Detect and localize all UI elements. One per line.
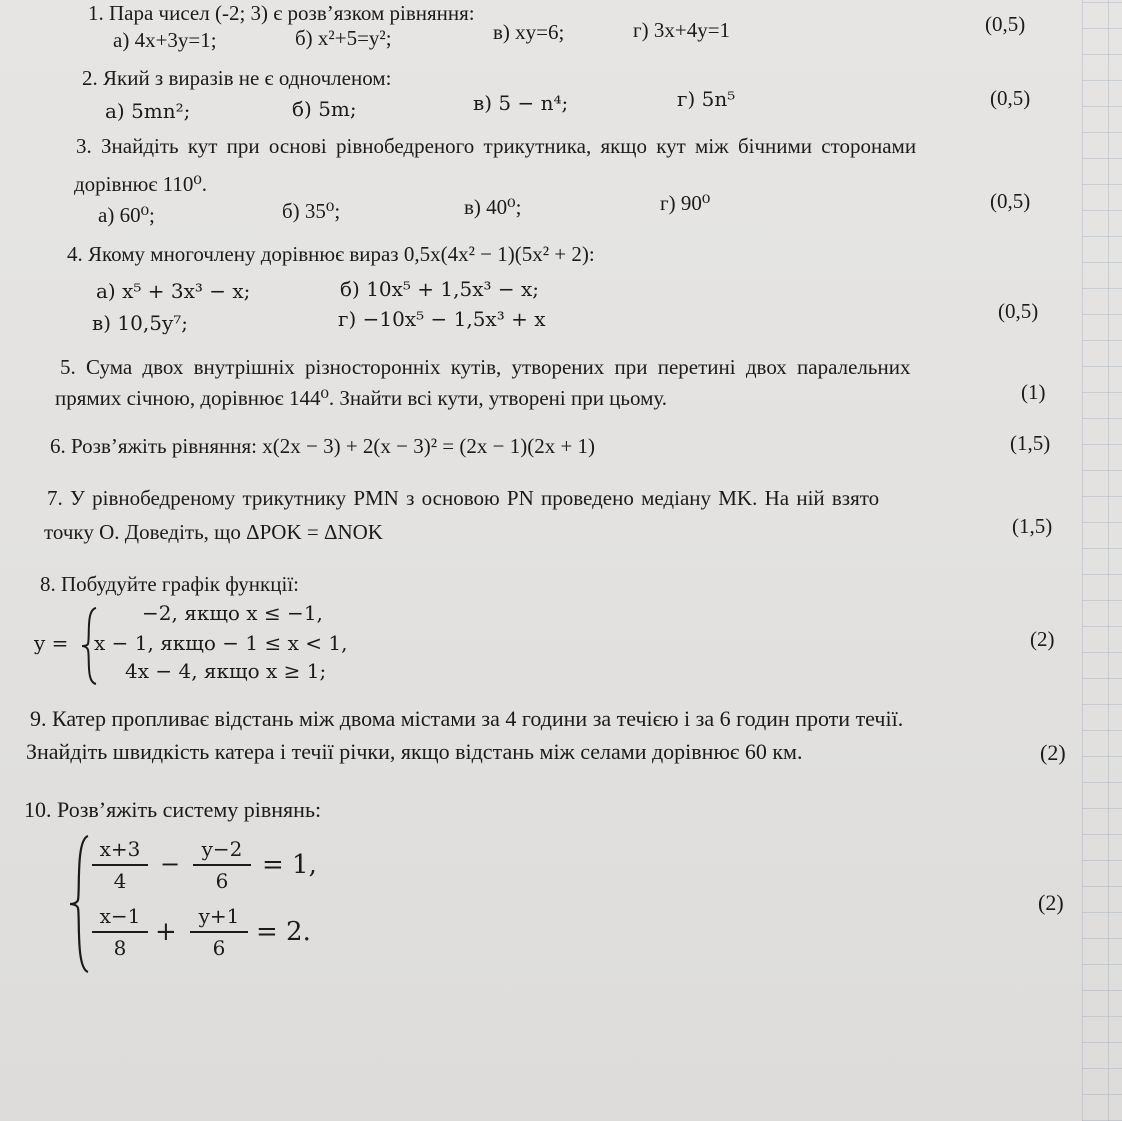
- question-7-line-1: 7. У рівнобедреному трикутнику PMN з основою PN проведено медіану MK. На ній взято: [47, 486, 880, 510]
- q4-option-c: в) 10,5y⁷;: [92, 311, 189, 335]
- q4-option-d: г) −10x⁵ − 1,5x³ + x: [338, 307, 546, 331]
- q3-option-c: в) 40⁰;: [464, 195, 522, 219]
- fraction-bar: [92, 931, 148, 933]
- question-9-line-1: 9. Катер пропливає відстань між двома містами за 4 години за течією і за 6 годин проти течії.: [30, 706, 904, 731]
- q10-eq1-num-1: x+3: [99, 837, 141, 861]
- question-3-line-2: дорівнює 110⁰.: [74, 172, 208, 196]
- q10-eq2-den-2: 6: [212, 936, 226, 960]
- q10-eq2-num-1: x−1: [99, 904, 141, 928]
- q1-option-a: а) 4x+3y=1;: [113, 28, 217, 52]
- q1-option-d: г) 3x+4y=1: [633, 18, 731, 42]
- q8-case-3: 4x − 4, якщо x ≥ 1;: [125, 659, 327, 683]
- q2-points: (0,5): [990, 86, 1031, 110]
- grid-paper-edge: [1082, 0, 1122, 1121]
- q4-option-b: б) 10x⁵ + 1,5x³ − x;: [340, 277, 540, 301]
- q3-option-b: б) 35⁰;: [282, 199, 341, 223]
- fraction-bar: [92, 864, 148, 866]
- question-2-text: 2. Який з виразів не є одночленом:: [82, 66, 392, 90]
- q2-option-b: б) 5m;: [292, 97, 357, 121]
- question-10-text: 10. Розв’яжіть систему рівнянь:: [24, 797, 322, 822]
- question-4-text: 4. Якому многочлену дорівнює вираз 0,5x(4x² − 1)(5x² + 2):: [67, 242, 595, 266]
- q1-points: (0,5): [985, 12, 1026, 36]
- q3-option-d: г) 90⁰: [660, 191, 711, 215]
- q4-option-a: а) x⁵ + 3x³ − x;: [96, 279, 251, 303]
- q10-eq1-rhs: = 1,: [262, 850, 317, 880]
- q9-points: (2): [1040, 740, 1066, 765]
- fraction-bar: [190, 931, 248, 933]
- q3-points: (0,5): [990, 189, 1031, 213]
- q8-case-1: −2, якщо x ≤ −1,: [142, 601, 323, 625]
- q8-points: (2): [1030, 627, 1055, 651]
- question-6-text: 6. Розв’яжіть рівняння: x(2x − 3) + 2(x − 3)² = (2x − 1)(2x + 1): [50, 434, 596, 458]
- q10-eq2-num-2: y+1: [198, 904, 240, 928]
- q6-points: (1,5): [1010, 431, 1051, 455]
- q10-eq1-fraction-2: [193, 837, 251, 893]
- question-5-line-2: прямих січною, дорівнює 144⁰. Знайти всі кути, утворені при цьому.: [55, 386, 668, 410]
- q10-system-brace: [68, 834, 92, 974]
- q10-eq2-fraction-1: [92, 904, 148, 960]
- fraction-bar: [193, 864, 251, 866]
- q10-eq1-fraction-1: [92, 837, 148, 893]
- q3-option-a: а) 60⁰;: [98, 203, 155, 227]
- q4-points: (0,5): [998, 299, 1039, 323]
- q10-eq1-den-2: 6: [215, 869, 229, 893]
- q10-eq2-den-1: 8: [113, 936, 127, 960]
- q8-case-2: x − 1, якщо − 1 ≤ x < 1,: [94, 631, 348, 655]
- q1-option-b: б) x²+5=y²;: [295, 26, 392, 50]
- q10-eq1-den-1: 4: [113, 869, 127, 893]
- q2-option-a: а) 5mn²;: [105, 99, 191, 123]
- q5-points: (1): [1021, 380, 1046, 404]
- q10-eq2-rhs: = 2.: [256, 917, 311, 947]
- q2-option-d: г) 5n⁵: [677, 87, 736, 111]
- question-5-line-1: 5. Сума двох внутрішніх різносторонніх кутів, утворених при перетині двох паралельних: [60, 355, 911, 379]
- question-3-line-1: 3. Знайдіть кут при основі рівнобедреного трикутника, якщо кут між бічними сторонами: [76, 134, 917, 158]
- q10-eq2-operator: +: [155, 917, 177, 947]
- q8-function-lhs: y =: [34, 631, 69, 655]
- q10-points: (2): [1038, 890, 1064, 915]
- q2-option-c: в) 5 − n⁴;: [473, 91, 569, 115]
- question-7-line-2: точку O. Доведіть, що ΔPOK = ΔNOK: [44, 520, 383, 544]
- q10-eq1-operator: −: [160, 850, 181, 878]
- question-1-text: 1. Пара чисел (-2; 3) є розв’язком рівняння:: [88, 1, 475, 25]
- q1-option-c: в) xy=6;: [493, 20, 565, 44]
- question-9-line-2: Знайдіть швидкість катера і течії річки, якщо відстань між селами дорівнює 60 км.: [26, 739, 803, 764]
- q7-points: (1,5): [1012, 514, 1053, 538]
- question-8-text: 8. Побудуйте графік функції:: [40, 572, 299, 596]
- q10-eq2-fraction-2: [190, 904, 248, 960]
- q10-eq1-num-2: y−2: [201, 837, 243, 861]
